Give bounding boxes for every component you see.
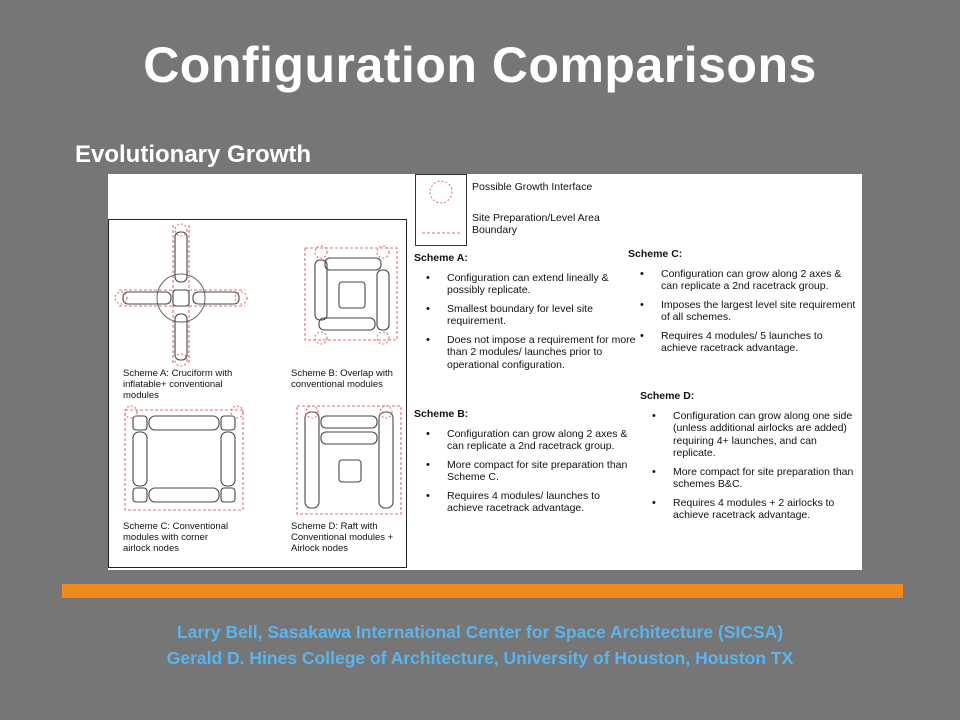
scheme-a-bullet: • Smallest boundary for level site requirement. — [414, 303, 639, 328]
slide-subtitle: Evolutionary Growth — [75, 141, 312, 168]
scheme-d-block — [640, 390, 858, 528]
figure-panel — [108, 174, 862, 570]
scheme-diagrams — [108, 219, 407, 568]
caption-scheme-b: Scheme B: Overlap with conventional modules — [291, 368, 393, 390]
scheme-d-bullet: • More compact for site preparation than schemes B&C. — [640, 466, 858, 491]
scheme-a-heading: Scheme A: — [414, 252, 468, 264]
caption-scheme-d: Scheme D: Raft with Conventional modules + Airlock nodes — [291, 521, 394, 554]
legend-growth-interface: Possible Growth Interface — [472, 181, 593, 193]
scheme-b-bullet: • Configuration can grow along 2 axes & can replicate a 2nd racetrack group. — [414, 428, 639, 453]
scheme-d-sketch — [297, 406, 401, 514]
scheme-c-bullet: • Requires 4 modules/ 5 launches to achieve racetrack advantage. — [628, 330, 856, 355]
growth-interface-symbol — [430, 181, 452, 203]
accent-bar — [62, 584, 903, 598]
scheme-b-sketch — [305, 246, 397, 344]
caption-scheme-a: Scheme A: Cruciform with inflatable+ conventional modules — [123, 368, 233, 401]
caption-scheme-c: Scheme C: Conventional modules with corner airlock nodes — [123, 521, 229, 554]
scheme-d-bullet: • Configuration can grow along one side (unless additional airlocks are added) requiring 4+ launches, and can replicate. — [640, 410, 858, 460]
scheme-a-sketch — [115, 224, 247, 366]
slide-title: Configuration Comparisons — [143, 37, 817, 93]
scheme-b-heading: Scheme B: — [414, 408, 469, 420]
legend-site-prep: Site Preparation/Level Area Boundary — [472, 212, 600, 236]
scheme-c-bullet: • Imposes the largest level site requirement of all schemes. — [628, 299, 856, 324]
scheme-c-sketch — [125, 406, 243, 510]
legend-box — [415, 174, 467, 246]
credit-line-1: Larry Bell, Sasakawa International Center for Space Architecture (SICSA) — [176, 622, 784, 642]
scheme-c-block — [628, 248, 856, 361]
scheme-a-bullet: • Does not impose a requirement for more than 2 modules/ launches prior to operational configuration. — [414, 334, 639, 372]
scheme-d-heading: Scheme D: — [640, 390, 695, 402]
scheme-b-bullet: • Requires 4 modules/ launches to achieve racetrack advantage. — [414, 490, 639, 515]
scheme-b-bullet: • More compact for site preparation than Scheme C. — [414, 459, 639, 484]
scheme-a-block — [414, 252, 639, 377]
scheme-c-heading: Scheme C: — [628, 248, 683, 260]
scheme-b-block — [414, 408, 639, 521]
credit-line-2: Gerald D. Hines College of Architecture, University of Houston, Houston TX — [166, 648, 794, 668]
scheme-c-bullet: • Configuration can grow along 2 axes & can replicate a 2nd racetrack group. — [628, 268, 856, 293]
scheme-a-bullet: • Configuration can extend lineally & possibly replicate. — [414, 272, 639, 297]
scheme-d-bullet: • Requires 4 modules + 2 airlocks to achieve racetrack advantage. — [640, 497, 858, 522]
